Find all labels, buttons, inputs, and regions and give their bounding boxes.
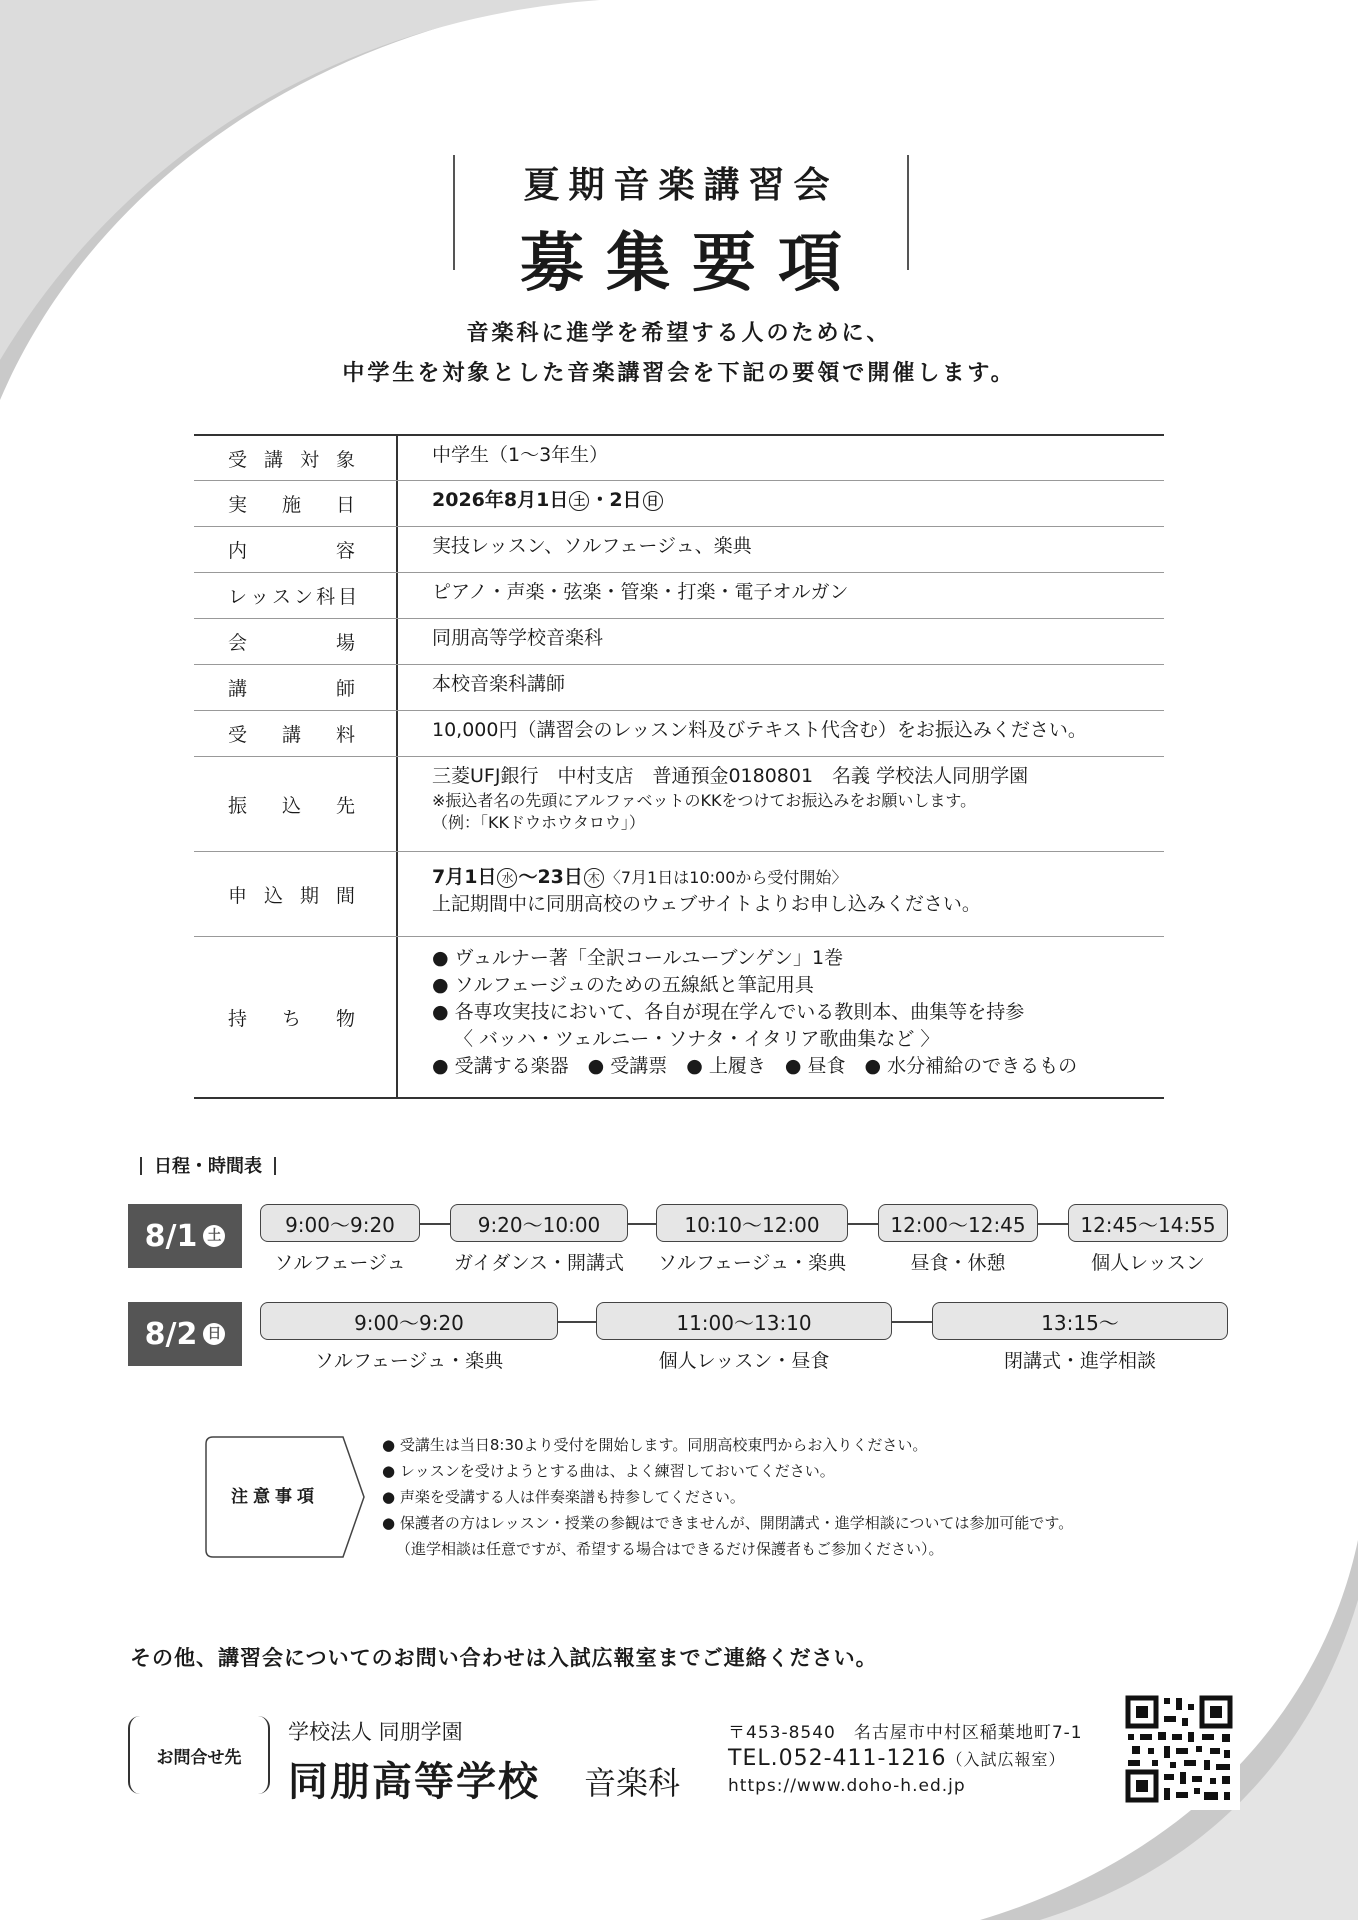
label-venue-text: 会 場 [228, 632, 358, 654]
day1-slot-time: 9:20〜10:00 [450, 1204, 628, 1242]
period-dow1: 水 [497, 868, 517, 888]
transfer-line1: 三菱UFJ銀行 中村支店 普通預金0180801 名義 学校法人同朋学園 [432, 765, 1029, 787]
label-period [194, 852, 396, 936]
day1-slot-label: ガイダンス・開講式 [453, 1252, 625, 1274]
tel-number: TEL.052-411-1216 [728, 1746, 947, 1771]
label-content-text: 内 容 [228, 540, 358, 562]
row-transfer [194, 757, 1164, 852]
transfer-line3: （例：「KKドウホウタロウ」） [432, 813, 645, 832]
telephone [728, 1746, 1065, 1771]
title-line1: 夏期音楽講習会 [523, 165, 839, 206]
label-items-text: 持 ち 物 [228, 1007, 358, 1030]
items-line: 〈 バッハ・ツェルニー・ソナタ・イタリア歌曲集など 〉 [454, 1028, 940, 1050]
day1-slot-time: 12:45〜14:55 [1068, 1204, 1228, 1242]
note-item: ● 受講生は当日8:30より受付を開始します。同朋高校東門からお入りください。 [382, 1436, 928, 1454]
period-dow2: 木 [584, 868, 604, 888]
period-sep: 〜23日 [518, 866, 583, 888]
day1-slot-label: ソルフェージュ・楽典 [657, 1252, 847, 1274]
row-content [194, 527, 1164, 573]
label-instructor-text: 講 師 [228, 678, 358, 700]
label-items [194, 937, 396, 1097]
note-item: （進学相談は任意ですが、希望する場合はできるだけ保護者もご参加ください）。 [396, 1540, 944, 1558]
day1-slot-label: ソルフェージュ [274, 1252, 406, 1274]
value-subjects: ピアノ・声楽・弦楽・管楽・打楽・電子オルガン [396, 573, 1164, 618]
note-item: ● 声楽を受講する人は伴奏楽譜も持参してください。 [382, 1488, 745, 1506]
day2-slot-time: 13:15〜 [932, 1302, 1228, 1340]
day2-slot-label: 閉講式・進学相談 [1003, 1350, 1156, 1372]
note-item: ● 保護者の方はレッスン・授業の参観はできませんが、開閉講式・進学相談については参加可能です。 [382, 1514, 1074, 1532]
label-subjects-text: レ ッ ス ン 科 目 [228, 586, 361, 608]
day1-slot-time: 10:10〜12:00 [656, 1204, 848, 1242]
intro-line1: 音楽科に進学を希望する人のために、 [466, 321, 892, 346]
label-target [194, 436, 396, 480]
label-target-text: 受 講 対 象 [228, 448, 358, 471]
value-transfer [396, 757, 1164, 851]
school-org: 学校法人 同朋学園 [288, 1720, 463, 1744]
schedule-heading [128, 1152, 288, 1178]
day2-date: 8/2 [144, 1316, 198, 1352]
contact-label: お問合せ先 [128, 1716, 270, 1794]
date-dow2: 日 [643, 491, 663, 511]
period-note: 〈7月1日は10:00から受付開始〉 [604, 868, 848, 887]
label-content [194, 527, 396, 572]
value-target: 中学生（1〜3年生） [396, 436, 1164, 480]
row-target [194, 436, 1164, 481]
title-box [453, 155, 909, 301]
row-period [194, 852, 1164, 937]
label-date-text: 実 施 日 [228, 494, 358, 516]
notes-label: 注意事項 [231, 1487, 319, 1507]
school-name: 同朋高等学校 [288, 1759, 540, 1805]
day1-date: 8/1 [144, 1218, 198, 1254]
day1-slot-label: 個人レッスン [1091, 1252, 1205, 1274]
label-date [194, 481, 396, 526]
value-venue: 同朋高等学校音楽科 [396, 619, 1164, 664]
value-instructor: 本校音楽科講師 [396, 665, 1164, 710]
note-item: ● レッスンを受けようとする曲は、よく練習しておいてください。 [382, 1462, 835, 1480]
items-line: ● 各専攻実技において、各自が現在学んでいる教則本、曲集等を持参 [432, 1001, 1025, 1023]
row-venue [194, 619, 1164, 665]
label-instructor [194, 665, 396, 710]
day1-slot-time: 12:00〜12:45 [878, 1204, 1038, 1242]
day2-badge [128, 1302, 242, 1366]
day1-dow: 土 [203, 1225, 225, 1247]
row-items [194, 937, 1164, 1097]
label-transfer-text: 振 込 先 [228, 794, 358, 817]
schedule-heading-text: 日程・時間表 [154, 1156, 262, 1177]
row-date [194, 481, 1164, 527]
date-dow1: 土 [569, 491, 589, 511]
row-subjects [194, 573, 1164, 619]
tel-note: （入試広報室） [946, 1750, 1066, 1769]
day2-slot-time: 11:00〜13:10 [596, 1302, 892, 1340]
day2-slot-label: 個人レッスン・昼食 [658, 1350, 830, 1372]
items-line: ● ヴュルナー著「全訳コールユーブンゲン」1巻 [432, 947, 844, 969]
day2-dow: 日 [203, 1323, 225, 1345]
value-items [396, 937, 1164, 1097]
value-fee: 10,000円（講習会のレッスン料及びテキスト代含む）をお振込みください。 [396, 711, 1164, 756]
period-start: 7月1日 [432, 866, 497, 888]
label-period-text: 申 込 期 間 [228, 884, 358, 907]
value-period [396, 852, 1164, 936]
label-fee-text: 受 講 料 [228, 724, 358, 746]
label-fee [194, 711, 396, 756]
school-dept: 音楽科 [584, 1764, 681, 1802]
label-venue [194, 619, 396, 664]
address: 〒453-8540 名古屋市中村区稲葉地町7-1 [728, 1723, 1083, 1743]
website-url[interactable]: https://www.doho-h.ed.jp [728, 1776, 966, 1796]
qr-code-icon[interactable] [1118, 1688, 1240, 1810]
day2-slot-time: 9:00〜9:20 [260, 1302, 558, 1340]
date-mid: ・2日 [590, 489, 642, 511]
items-line: ● ソルフェージュのための五線紙と筆記用具 [432, 974, 814, 996]
value-date [396, 481, 1164, 526]
intro-line2: 中学生を対象とした音楽講習会を下記の要領で開催します。 [342, 361, 1016, 386]
notes-list [382, 1432, 1073, 1562]
day2-slot-label: ソルフェージュ・楽典 [314, 1350, 504, 1372]
label-transfer [194, 757, 396, 851]
inquiry-text: その他、講習会についてのお問い合わせは入試広報室までご連絡ください。 [130, 1646, 878, 1670]
period-line2: 上記期間中に同朋高校のウェブサイトよりお申し込みください。 [432, 893, 981, 915]
info-table [194, 434, 1164, 1099]
day1-badge [128, 1204, 242, 1268]
transfer-line2: ※振込者名の先頭にアルファベットのKKをつけてお振込みをお願いします。 [432, 791, 977, 810]
label-subjects [194, 573, 396, 618]
date-prefix: 2026年8月1日 [432, 489, 569, 511]
day1-slot-time: 9:00〜9:20 [260, 1204, 420, 1242]
row-fee [194, 711, 1164, 757]
title-line2: 募集要項 [520, 227, 864, 301]
row-instructor [194, 665, 1164, 711]
value-content: 実技レッスン、ソルフェージュ、楽典 [396, 527, 1164, 572]
day1-slot-label: 昼食・休憩 [910, 1252, 1006, 1274]
items-line: ● 受講する楽器 ● 受講票 ● 上履き ● 昼食 ● 水分補給のできるもの [432, 1055, 1078, 1077]
